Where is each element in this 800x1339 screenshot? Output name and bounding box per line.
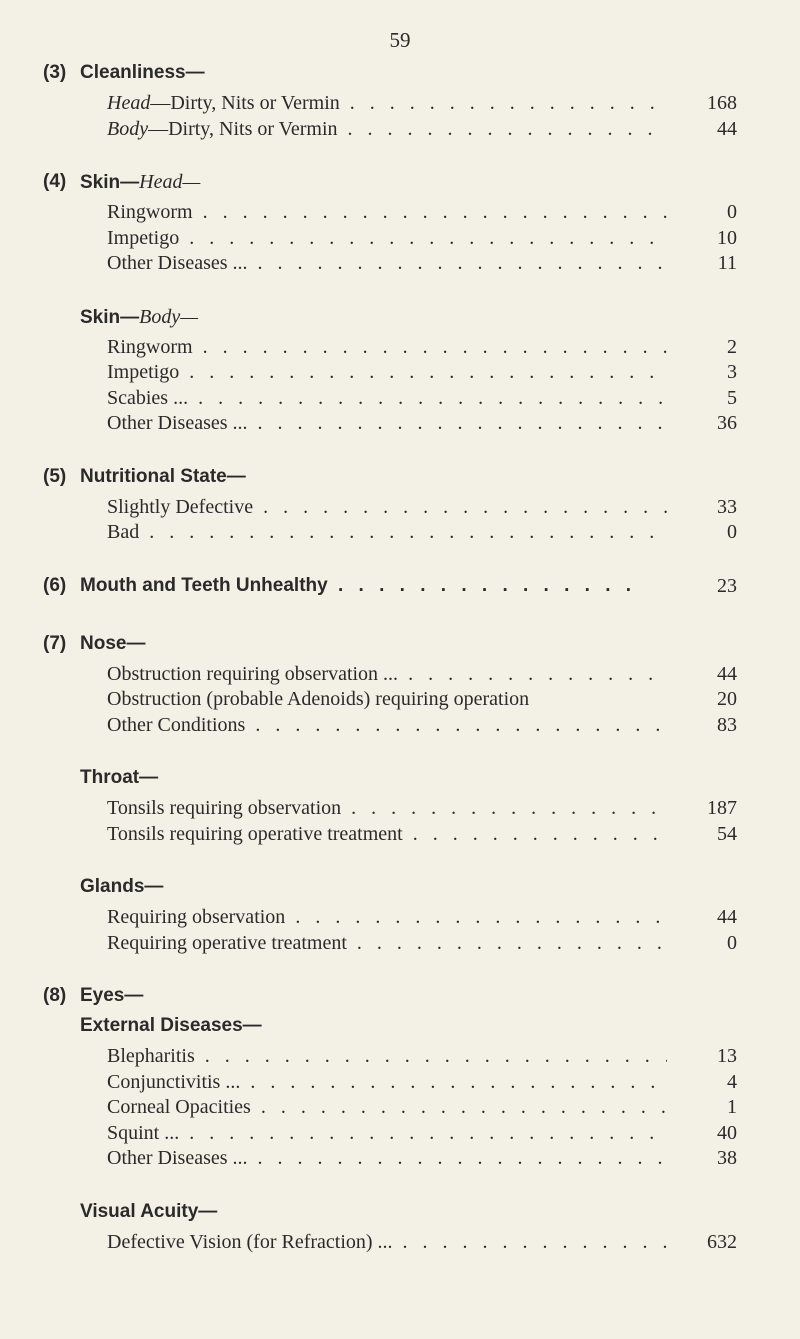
item-value: 40	[717, 1121, 737, 1144]
item-label: Tonsils requiring observation . . .	[107, 797, 667, 820]
item-label: Scabies ... . . .	[107, 387, 667, 410]
item-value: 2	[727, 335, 737, 358]
item-value: 187	[707, 797, 737, 819]
item-value: 3	[727, 361, 737, 383]
section-subtitle: External Diseases—	[80, 1015, 262, 1036]
item-label: Squint ... . . .	[107, 1122, 667, 1145]
list-item	[0, 575, 800, 605]
section-title: Glands—	[80, 876, 164, 897]
item-value: 10	[717, 226, 737, 249]
list-item	[0, 521, 800, 547]
page-number: 59	[389, 28, 411, 52]
list-item	[0, 663, 800, 689]
report-content	[0, 62, 800, 1284]
item-label: Other Diseases ... . . .	[107, 412, 667, 435]
list-item	[0, 227, 800, 253]
list-item	[0, 361, 800, 387]
section-title: Mouth and Teeth Unhealthy . . .	[80, 575, 640, 597]
item-label: Corneal Opacities . . .	[107, 1096, 667, 1119]
section-number: (5)	[43, 465, 67, 487]
item-label: Other Conditions . . .	[107, 714, 667, 737]
section-number: (8)	[43, 985, 67, 1006]
section-visual-acuity	[0, 1201, 800, 1257]
section-title-italic: Body—	[139, 305, 199, 328]
list-item	[0, 1147, 800, 1173]
list-item	[0, 1231, 800, 1257]
item-value: 54	[717, 822, 737, 845]
item-label: Impetigo . . .	[107, 361, 667, 384]
section-cleanliness	[0, 62, 800, 143]
list-item	[0, 496, 800, 522]
item-value: 0	[727, 201, 737, 223]
item-label: Blepharitis . . .	[107, 1045, 667, 1068]
list-item	[0, 118, 800, 144]
item-label: Defective Vision (for Refraction) ... . . .	[107, 1231, 667, 1254]
item-value: 36	[717, 412, 737, 434]
item-value: 0	[727, 931, 737, 954]
section-skin-body	[0, 306, 800, 438]
item-label: Slightly Defective . . .	[107, 496, 667, 519]
section-nutritional-state	[0, 466, 800, 547]
item-value: 4	[727, 1070, 737, 1093]
item-value: 44	[717, 662, 737, 685]
item-value: 11	[717, 252, 737, 274]
item-label: Ringworm . . .	[107, 201, 667, 224]
item-value: 44	[717, 906, 737, 928]
list-item	[0, 1045, 800, 1071]
list-item	[0, 714, 800, 740]
section-glands	[0, 876, 800, 957]
item-label: Other Diseases ... . . .	[107, 252, 667, 275]
section-number: (3)	[43, 62, 67, 83]
section-heading	[0, 633, 800, 663]
item-value: 44	[717, 117, 737, 140]
item-label: Obstruction requiring observation ... . . .	[107, 663, 667, 686]
list-item	[0, 797, 800, 823]
item-label: Obstruction (probable Adenoids) requiring operation	[107, 688, 530, 710]
list-item	[0, 412, 800, 438]
item-value: 13	[717, 1045, 737, 1067]
item-label: —Dirty, Nits or Vermin	[150, 92, 340, 114]
section-title: Cleanliness—	[80, 62, 205, 83]
list-item	[0, 688, 800, 714]
item-value: 33	[717, 495, 737, 518]
item-label-italic: Head	[107, 92, 151, 114]
section-heading	[0, 306, 800, 336]
section-mouth-teeth	[0, 575, 800, 605]
item-value: 0	[727, 521, 737, 543]
item-value: 83	[717, 713, 737, 736]
section-heading	[0, 171, 800, 201]
section-number: (7)	[43, 632, 67, 654]
section-title-italic: Head—	[139, 171, 201, 193]
list-item	[0, 1096, 800, 1122]
item-label: Tonsils requiring operative treatment . . .	[107, 823, 667, 846]
list-item	[0, 92, 800, 118]
section-title: Nutritional State—	[80, 465, 246, 487]
section-title: Skin—	[80, 172, 140, 193]
list-item	[0, 1122, 800, 1148]
section-eyes	[0, 985, 800, 1173]
section-heading	[0, 466, 800, 496]
item-value: 20	[717, 688, 737, 710]
list-item	[0, 823, 800, 849]
list-item	[0, 932, 800, 958]
section-title: Skin—	[80, 306, 140, 328]
list-item	[0, 387, 800, 413]
section-title: Throat—	[80, 767, 159, 788]
section-throat	[0, 767, 800, 848]
item-value: 632	[707, 1230, 737, 1253]
item-label: Impetigo . . .	[107, 227, 667, 250]
section-title: Eyes—	[80, 985, 144, 1006]
item-value: 168	[707, 92, 737, 114]
item-label: Requiring observation . . .	[107, 906, 667, 929]
item-label: Bad . . .	[107, 521, 667, 544]
list-item	[0, 201, 800, 227]
item-value: 5	[727, 386, 737, 409]
section-nose	[0, 633, 800, 740]
list-item	[0, 1071, 800, 1097]
item-label-italic: Body	[107, 117, 149, 140]
item-label: Requiring operative treatment . . .	[107, 932, 667, 955]
list-item	[0, 252, 800, 278]
item-label: Conjunctivitis ... . . .	[107, 1071, 667, 1094]
item-value: 38	[717, 1147, 737, 1169]
item-label: Ringworm . . .	[107, 336, 667, 359]
list-item	[0, 336, 800, 362]
section-title: Visual Acuity—	[80, 1200, 218, 1222]
section-heading	[0, 62, 800, 92]
list-item	[0, 906, 800, 932]
item-label: Other Diseases ... . . .	[107, 1147, 667, 1170]
section-heading	[0, 985, 800, 1015]
section-number: (6)	[43, 574, 67, 596]
section-skin-head	[0, 171, 800, 278]
item-value: 23	[717, 574, 737, 597]
section-number: (4)	[43, 171, 67, 192]
item-value: 1	[727, 1096, 737, 1118]
item-label: —Dirty, Nits or Vermin	[148, 117, 338, 140]
section-title: Nose—	[80, 632, 146, 654]
